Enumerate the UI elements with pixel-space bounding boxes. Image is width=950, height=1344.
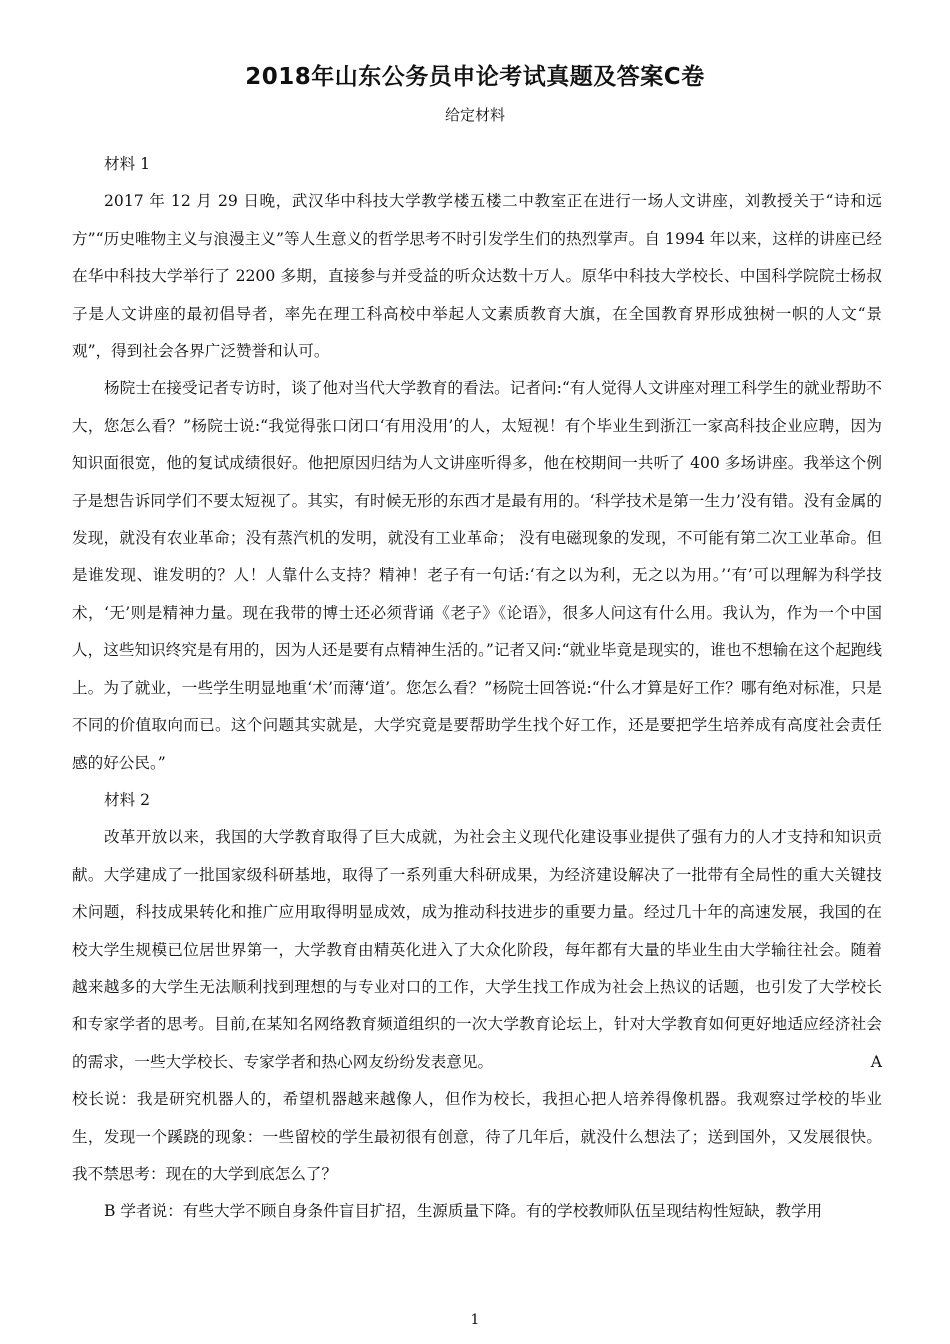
- material-2-heading: 材料 2: [104, 790, 151, 809]
- material-2-paragraph-3: B 学者说：有些大学不顾自身条件盲目扩招，生源质量下降。有的学校教师队伍呈现结构性短缺，教学用: [104, 1202, 823, 1221]
- document-subtitle: 给定材料: [444, 106, 505, 124]
- document-body: [72, 146, 882, 1231]
- material-2-paragraph-1: [72, 819, 882, 1081]
- material-1-heading: 材料 1: [104, 155, 151, 173]
- material-1-paragraph-2: 杨院士在接受记者专访时，谈了他对当代大学教育的看法。记者问:“有人觉得人文讲座对理工科学生的就业帮助不大，您怎么看？”杨院士说:“我觉得张口闭口‘有用没用’的人，太短视！有个毕业生到浙江一家高科技企业应聘，因为知识面很宽，他的复试成绩很好。他把原因归结为人文讲座听得多，他在校期间一共听了 400 多场讲座。我举这个例子是想告诉同学们不要太短视了。其实，有时候无形的东西才是最有用的。‘科学技术是第一生力’没有错。没有金属的发现，就没有农业革命；没有蒸汽机的发明，就没有工业革命； 没有电磁现象的发现，不可能有第二次工业革命。但是谁发现、谁发明的？人！人靠什么支持？精神！老子有一句话:‘有之以为利，无之以为用。’‘有’可以理解为科学技术，‘无’则是精神力量。现在我带的博士还必须背诵《老子》《论语》，很多人问这有什么用。我认为，作为一个中国人，这些知识终究是有用的，因为人还是要有点精神生活的。”记者又问:“就业毕竟是现实的，谁也不想输在这个起跑线上。为了就业，一些学生明显地重‘术’而薄‘道’。您怎么看？”杨院士回答说:“什么才算是好工作？哪有绝对标准，只是不同的价值取向而已。这个问题其实就是，大学究竟是要帮助学生找个好工作，还是要把学生培养成有高度社会责任感的好公民。”: [72, 379, 882, 772]
- speaker-marker-a: A: [870, 1052, 882, 1071]
- document-title: 2018年山东公务员申论考试真题及答案C卷: [245, 64, 705, 90]
- material-2-paragraph-2: 校长说：我是研究机器人的，希望机器越来越像人，但作为校长，我担心把人培养得像机器。我观察过学校的毕业生，发现一个蹊跷的现象：一些留校的学生最初很有创意，待了几年后，就没什么想法了；送到国外，又发展很快。我不禁思考：现在的大学到底怎么了？: [72, 1090, 882, 1183]
- material-2-paragraph-1-text: 改革开放以来，我国的大学教育取得了巨大成就，为社会主义现代化建设事业提供了强有力的人才支持和知识贡献。大学建成了一批国家级科研基地，取得了一系列重大科研成果，为经济建设解决了一批带有全局性的重大关键技术问题，科技成果转化和推广应用取得明显成效，成为推动科技进步的重要力量。经过几十年的高速发展，我国的在校大学生规模已位居世界第一，大学教育由精英化进入了大众化阶段，每年都有大量的毕业生由大学输往社会。随着越来越多的大学生无法顺利找到理想的与专业对口的工作，大学生找工作成为社会上热议的话题，也引发了大学校长和专家学者的思考。目前,在某知名网络教育频道组织的一次大学教育论坛上，针对大学教育如何更好地适应经济社会的需求，一些大学校长、专家学者和热心网友纷纷发表意见。: [72, 828, 882, 1071]
- page-number: 1: [470, 1312, 480, 1328]
- material-1-paragraph-1: 2017 年 12 月 29 日晚，武汉华中科技大学教学楼五楼二中教室正在进行一场人文讲座，刘教授关于“诗和远方”“历史唯物主义与浪漫主义”等人生意义的哲学思考不时引发学生们的热烈掌声。自 1994 年以来，这样的讲座已经在华中科技大学举行了 2200 多期，直接参与并受益的听众达数十万人。原华中科技大学校长、中国科学院院士杨叔子是人文讲座的最初倡导者，率先在理工科高校中举起人文素质教育大旗，在全国教育界形成独树一帜的人文“景观”，得到社会各界广泛赞誉和认可。: [72, 192, 882, 361]
